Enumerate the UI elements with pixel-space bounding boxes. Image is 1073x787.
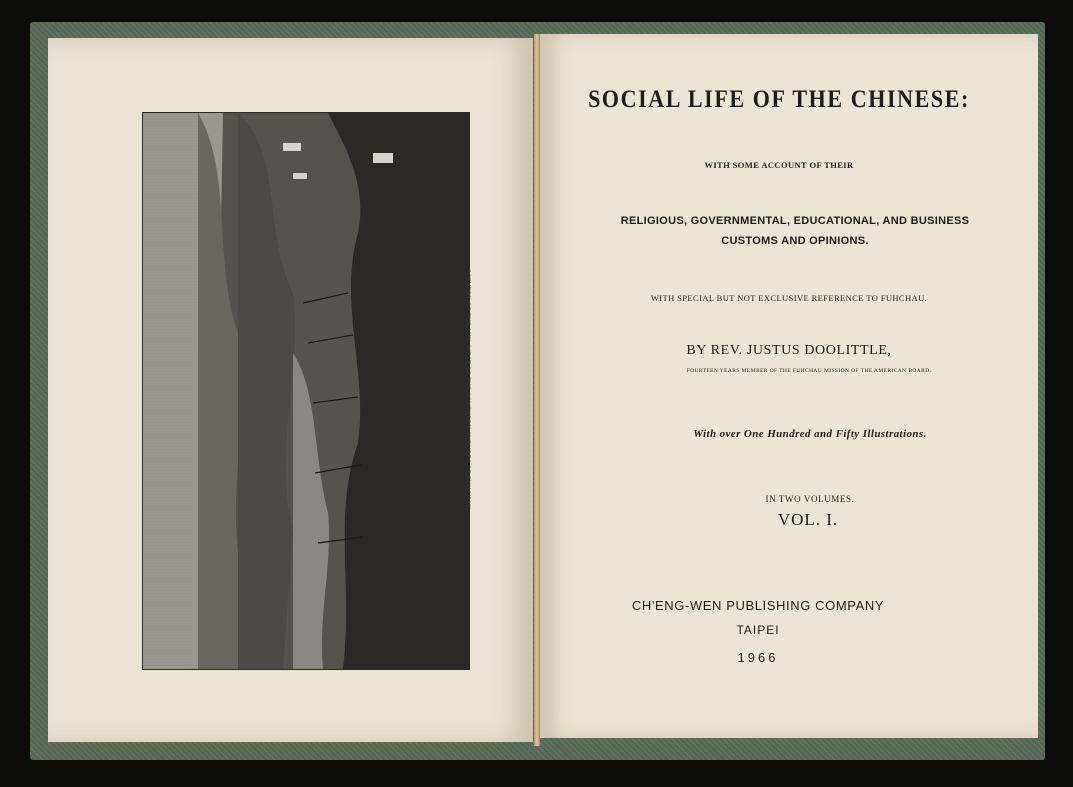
volume-number: VOL. I.: [777, 510, 839, 529]
book-subject: [540, 211, 1050, 251]
book-subject-line-1: RELIGIOUS, GOVERNMENTAL, EDUCATIONAL, AND BUSINESS: [620, 215, 970, 227]
plate-caption-text: SCENERY OF THE MIN, WEST OF THE SOUTHERN SUBURBS OF FUHCHAU.: [464, 268, 472, 512]
volumes-note: IN TWO VOLUMES.: [765, 494, 855, 504]
book-spine: [534, 34, 540, 746]
book-subtitle: WITH SOME ACCOUNT OF THEIR: [704, 160, 854, 170]
book-title: SOCIAL LIFE OF THE CHINESE:: [588, 84, 970, 113]
illustrations-note: With over One Hundred and Fifty Illustrations.: [693, 428, 927, 440]
bleed-through-decoration: [640, 112, 940, 127]
book-author: BY REV. JUSTUS DOOLITTLE,: [686, 343, 892, 358]
book-reference-note: WITH SPECIAL BUT NOT EXCLUSIVE REFERENCE TO FUHCHAU.: [650, 293, 928, 303]
publication-year: 1966: [737, 650, 779, 665]
author-description: FOURTEEN YEARS MEMBER OF THE FUHCHAU MISSION OF THE AMERICAN BOARD.: [686, 368, 932, 374]
book-subject-line-2: CUSTOMS AND OPINIONS.: [721, 235, 869, 247]
publisher-name: CH'ENG-WEN PUBLISHING COMPANY: [631, 598, 885, 613]
frontispiece-engraving: [142, 112, 470, 670]
publisher-city: TAIPEI: [736, 623, 780, 637]
